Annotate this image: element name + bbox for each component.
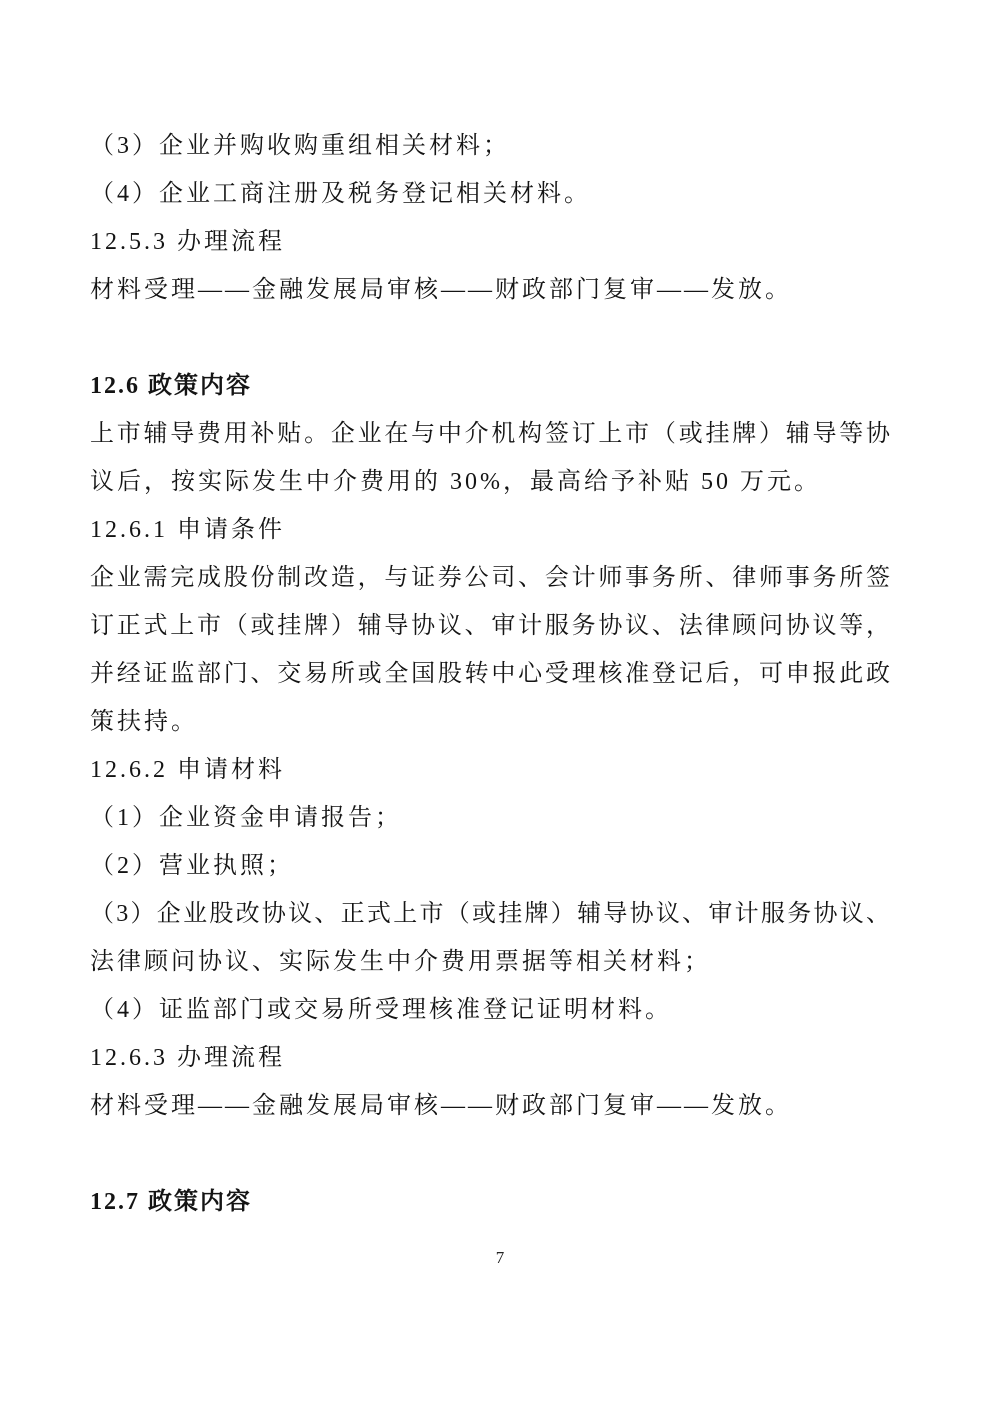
text-line: 12.6.2 申请材料 xyxy=(90,757,285,783)
text-line: （3）企业并购收购重组相关材料； xyxy=(90,133,510,159)
page-number: 7 xyxy=(495,1248,505,1267)
text-line: 12.5.3 办理流程 xyxy=(90,229,285,255)
text-line: 12.6.3 办理流程 xyxy=(90,1045,285,1071)
text-line: 并经证监部门、交易所或全国股转中心受理核准登记后，可申报此政 xyxy=(90,661,890,687)
section-heading: 12.7 政策内容 xyxy=(90,1189,252,1215)
text-line: （4）企业工商注册及税务登记相关材料。 xyxy=(90,181,591,207)
text-line: （2）营业执照； xyxy=(90,853,294,879)
blank-line xyxy=(90,314,890,362)
text-line: 议后，按实际发生中介费用的 30%，最高给予补贴 50 万元。 xyxy=(90,469,821,495)
text-line: 法律顾问协议、实际发生中介费用票据等相关材料； xyxy=(90,949,711,975)
section-heading: 12.6 政策内容 xyxy=(90,373,252,399)
text-line: （4）证监部门或交易所受理核准登记证明材料。 xyxy=(90,997,672,1023)
text-line: 材料受理——金融发展局审核——财政部门复审——发放。 xyxy=(90,1093,792,1119)
text-line: 材料受理——金融发展局审核——财政部门复审——发放。 xyxy=(90,277,792,303)
text-line: 12.6.1 申请条件 xyxy=(90,517,285,543)
text-line: 企业需完成股份制改造，与证券公司、会计师事务所、律师事务所签 xyxy=(90,565,890,591)
text-line: 订正式上市（或挂牌）辅导协议、审计服务协议、法律顾问协议等， xyxy=(90,613,890,639)
blank-line xyxy=(90,1130,890,1178)
document-body xyxy=(90,122,890,1226)
text-line: 上市辅导费用补贴。企业在与中介机构签订上市（或挂牌）辅导等协 xyxy=(90,421,890,447)
text-line: （3）企业股改协议、正式上市（或挂牌）辅导协议、审计服务协议、 xyxy=(90,901,890,927)
text-line: 策扶持。 xyxy=(90,709,198,735)
text-line: （1）企业资金申请报告； xyxy=(90,805,402,831)
